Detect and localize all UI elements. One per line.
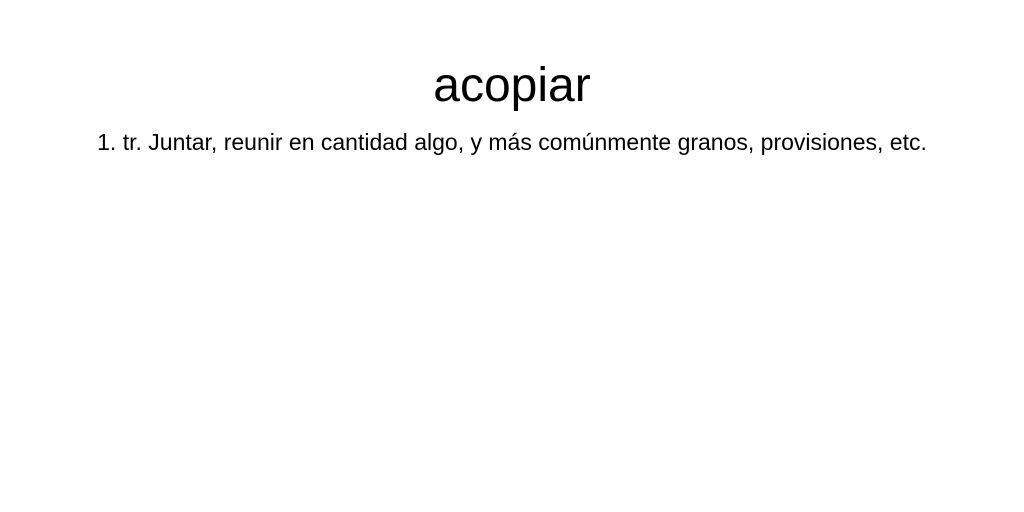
headword-title: acopiar — [433, 59, 591, 112]
definition-1: 1. tr. Juntar, reunir en cantidad algo, y más comúnmente granos, provisiones, etc. — [97, 129, 927, 155]
